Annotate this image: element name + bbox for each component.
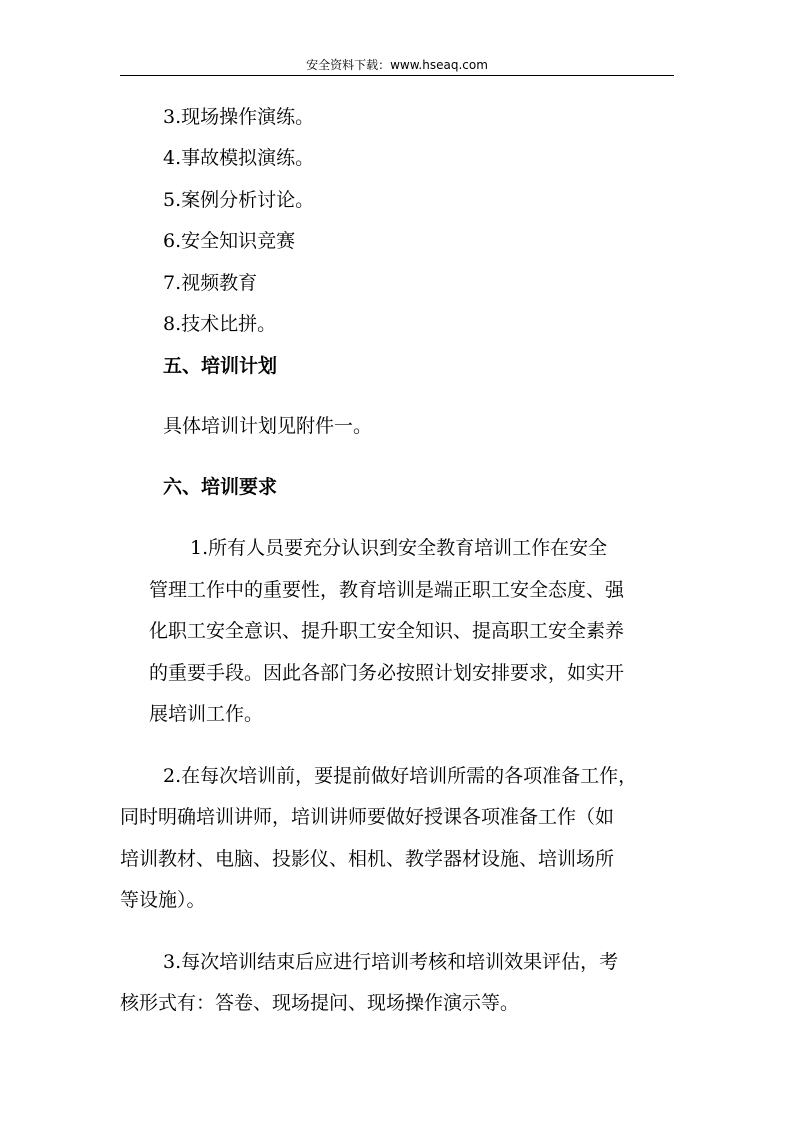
list-item: 7.视频教育 [163,272,258,294]
paragraph-line: 的重要手段。因此各部门务必按照计划安排要求，如实开 [149,662,625,684]
paragraph-line: 化职工安全意识、提升职工安全知识、提高职工安全素养 [149,620,625,642]
paragraph-line: 3.每次培训结束后应进行培训考核和培训效果评估，考 [163,951,619,973]
paragraph-line: 核形式有：答卷、现场提问、现场操作演示等。 [120,992,520,1014]
section-body-plan: 具体培训计划见附件一。 [163,415,373,437]
list-item: 5.案例分析讨论。 [163,189,315,211]
header-rule [120,75,674,76]
section-heading-requirements: 六、培训要求 [163,476,278,498]
list-item: 4.事故模拟演练。 [163,147,315,169]
paragraph-line: 1.所有人员要充分认识到安全教育培训工作在安全 [190,537,608,559]
list-item: 8.技术比拼。 [163,313,277,335]
paragraph-line: 等设施）。 [120,889,206,911]
paragraph-line: 培训教材、电脑、投影仪、相机、教学器材设施、培训场所 [120,848,615,870]
list-item: 6.安全知识竞赛 [163,230,296,252]
paragraph-line: 展培训工作。 [149,703,264,725]
page-header: 安全资料下载：www.hseaq.com [306,58,488,72]
paragraph-line: 同时明确培训讲师，培训讲师要做好授课各项准备工作（如 [120,806,615,828]
paragraph-line: 管理工作中的重要性，教育培训是端正职工安全态度、强 [149,579,625,601]
list-item: 3.现场操作演练。 [163,106,315,128]
paragraph-line: 2.在每次培训前，要提前做好培训所需的各项准备工作， [163,765,638,787]
section-heading-plan: 五、培训计划 [163,355,278,377]
